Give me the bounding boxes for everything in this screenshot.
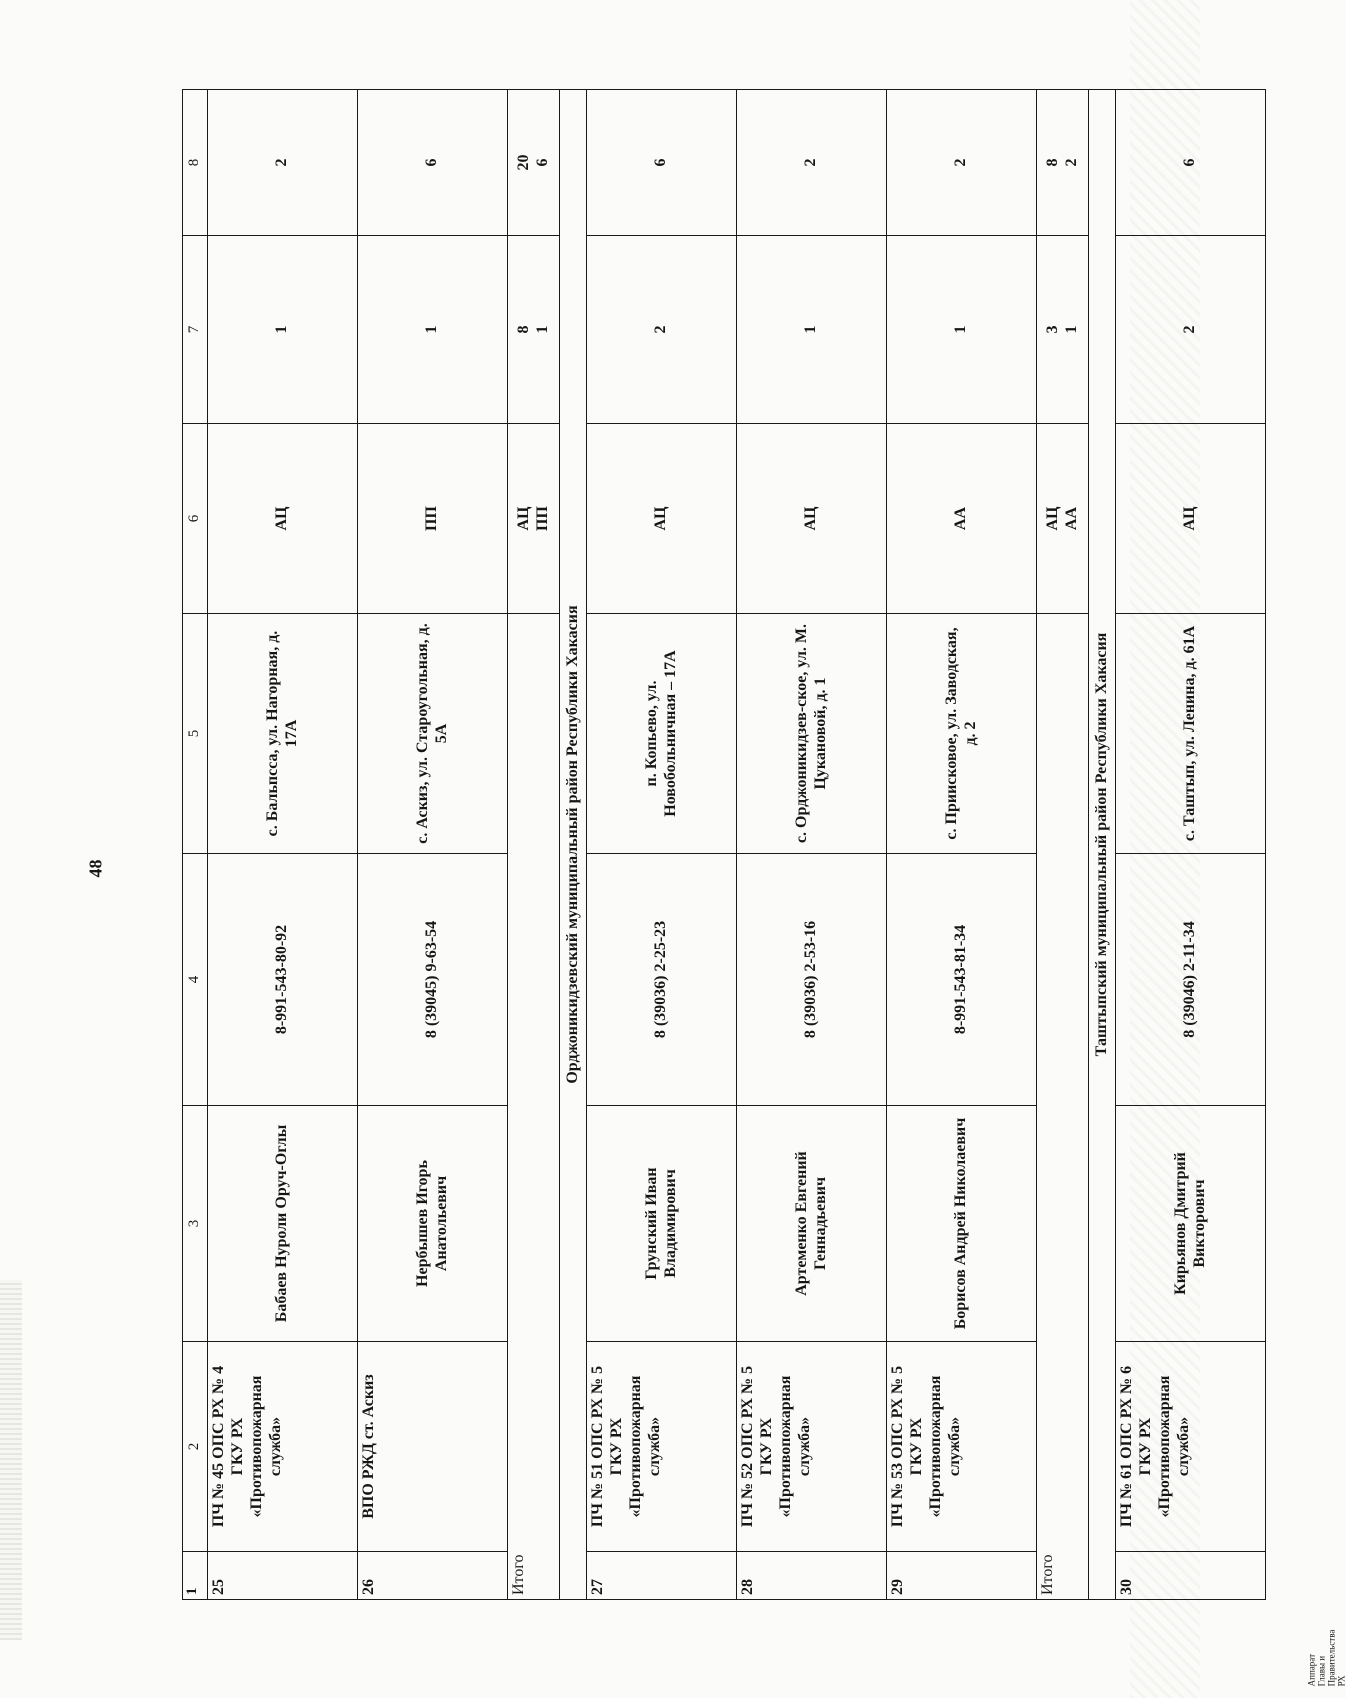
staff-count: 2 — [208, 90, 358, 236]
header-row — [183, 90, 208, 1600]
unit-name: ПЧ № 51 ОПС РХ № 5 ГКУ РХ «Противопожарная служба» — [587, 1342, 737, 1552]
head-name: Грунский Иван Владимирович — [587, 1106, 737, 1342]
row-number: 28 — [737, 1552, 887, 1600]
unit-name: ПЧ № 61 ОПС РХ № 6 ГКУ РХ «Противопожарная служба» — [1116, 1342, 1266, 1552]
section-title: Орджоникидзевский муниципальный район Республики Хакасия — [560, 90, 587, 1600]
total-row — [508, 90, 560, 1600]
row-number: 25 — [208, 1552, 358, 1600]
total-staff-count: 8 2 — [1037, 90, 1089, 236]
head-name: Борисов Андрей Николаевич — [887, 1106, 1037, 1342]
phone-number: 8 (39045) 9-63-54 — [358, 854, 508, 1106]
address: п. Копьево, ул. Новобольничная – 17А — [587, 614, 737, 854]
unit-name: ПЧ № 53 ОПС РХ № 5 ГКУ РХ «Противопожарная служба» — [887, 1342, 1037, 1552]
section-row — [560, 90, 587, 1600]
vehicle-count: 1 — [358, 236, 508, 424]
column-number-3: 3 — [183, 1106, 208, 1342]
total-row — [1037, 90, 1089, 1600]
phone-number: 8 (39046) 2-11-34 — [1116, 854, 1266, 1106]
vehicle-type: АЦ — [1116, 424, 1266, 614]
phone-number: 8 (39036) 2-25-23 — [587, 854, 737, 1106]
staff-count: 2 — [737, 90, 887, 236]
vehicle-type: АЦ — [208, 424, 358, 614]
total-vehicle-count: 8 1 — [508, 236, 560, 424]
vehicle-type: ПП — [358, 424, 508, 614]
unit-name: ПЧ № 52 ОПС РХ № 5 ГКУ РХ «Противопожарная служба» — [737, 1342, 887, 1552]
row-number: 29 — [887, 1552, 1037, 1600]
total-vehicle-types: АЦ ПП — [508, 424, 560, 614]
total-vehicle-count: 3 1 — [1037, 236, 1089, 424]
table-row — [1116, 90, 1266, 1600]
scan-noise-left — [0, 1280, 22, 1640]
head-name: Нербышев Игорь Анатольевич — [358, 1106, 508, 1342]
row-number: 26 — [358, 1552, 508, 1600]
staff-count: 2 — [887, 90, 1037, 236]
phone-number: 8-991-543-80-92 — [208, 854, 358, 1106]
address: с. Таштып, ул. Ленина, д. 61А — [1116, 614, 1266, 854]
section-row — [1089, 90, 1116, 1600]
total-label: Итого — [1037, 614, 1089, 1600]
phone-number: 8 (39036) 2-53-16 — [737, 854, 887, 1106]
column-number-7: 7 — [183, 236, 208, 424]
column-number-8: 8 — [183, 90, 208, 236]
phone-number: 8-991-543-81-34 — [887, 854, 1037, 1106]
vehicle-type: АА — [887, 424, 1037, 614]
unit-name: ВПО РЖД ст. Аскиз — [358, 1342, 508, 1552]
table-row — [358, 90, 508, 1600]
page-number: 48 — [85, 859, 106, 878]
staff-count: 6 — [587, 90, 737, 236]
unit-name: ПЧ № 45 ОПС РХ № 4 ГКУ РХ «Противопожарная служба» — [208, 1342, 358, 1552]
column-number-5: 5 — [183, 614, 208, 854]
column-number-2: 2 — [183, 1342, 208, 1552]
vehicle-type: АЦ — [587, 424, 737, 614]
staff-count: 6 — [358, 90, 508, 236]
rotated-table-container — [182, 90, 1208, 1600]
row-number: 30 — [1116, 1552, 1266, 1600]
section-title: Таштыпский муниципальный район Республики Хакасия — [1089, 90, 1116, 1600]
head-name: Артеменко Евгений Геннадьевич — [737, 1106, 887, 1342]
staff-count: 6 — [1116, 90, 1266, 236]
column-number-4: 4 — [183, 854, 208, 1106]
table-row — [587, 90, 737, 1600]
footer-stamp: Аппарат Главы и Правительства РХ — [1306, 1629, 1346, 1687]
fire-units-table — [182, 89, 1266, 1600]
vehicle-type: АЦ — [737, 424, 887, 614]
row-number: 27 — [587, 1552, 737, 1600]
vehicle-count: 1 — [208, 236, 358, 424]
vehicle-count: 1 — [887, 236, 1037, 424]
address: с. Орджоникидзев-ское, ул. М. Цукановой, д. 1 — [737, 614, 887, 854]
address: с. Аскиз, ул. Староугольная, д. 5А — [358, 614, 508, 854]
head-name: Бабаев Нуроли Оруч-Оглы — [208, 1106, 358, 1342]
column-number-1: 1 — [183, 1552, 208, 1600]
total-staff-count: 20 6 — [508, 90, 560, 236]
table-row — [208, 90, 358, 1600]
head-name: Кирьянов Дмитрий Викторович — [1116, 1106, 1266, 1342]
table-row — [887, 90, 1037, 1600]
vehicle-count: 2 — [587, 236, 737, 424]
vehicle-count: 1 — [737, 236, 887, 424]
address: с. Приисковое, ул. Заводская, д. 2 — [887, 614, 1037, 854]
vehicle-count: 2 — [1116, 236, 1266, 424]
total-label: Итого — [508, 614, 560, 1600]
total-vehicle-types: АЦ АА — [1037, 424, 1089, 614]
column-number-6: 6 — [183, 424, 208, 614]
table-row — [737, 90, 887, 1600]
address: с. Бальпсса, ул. Нагорная, д. 17А — [208, 614, 358, 854]
